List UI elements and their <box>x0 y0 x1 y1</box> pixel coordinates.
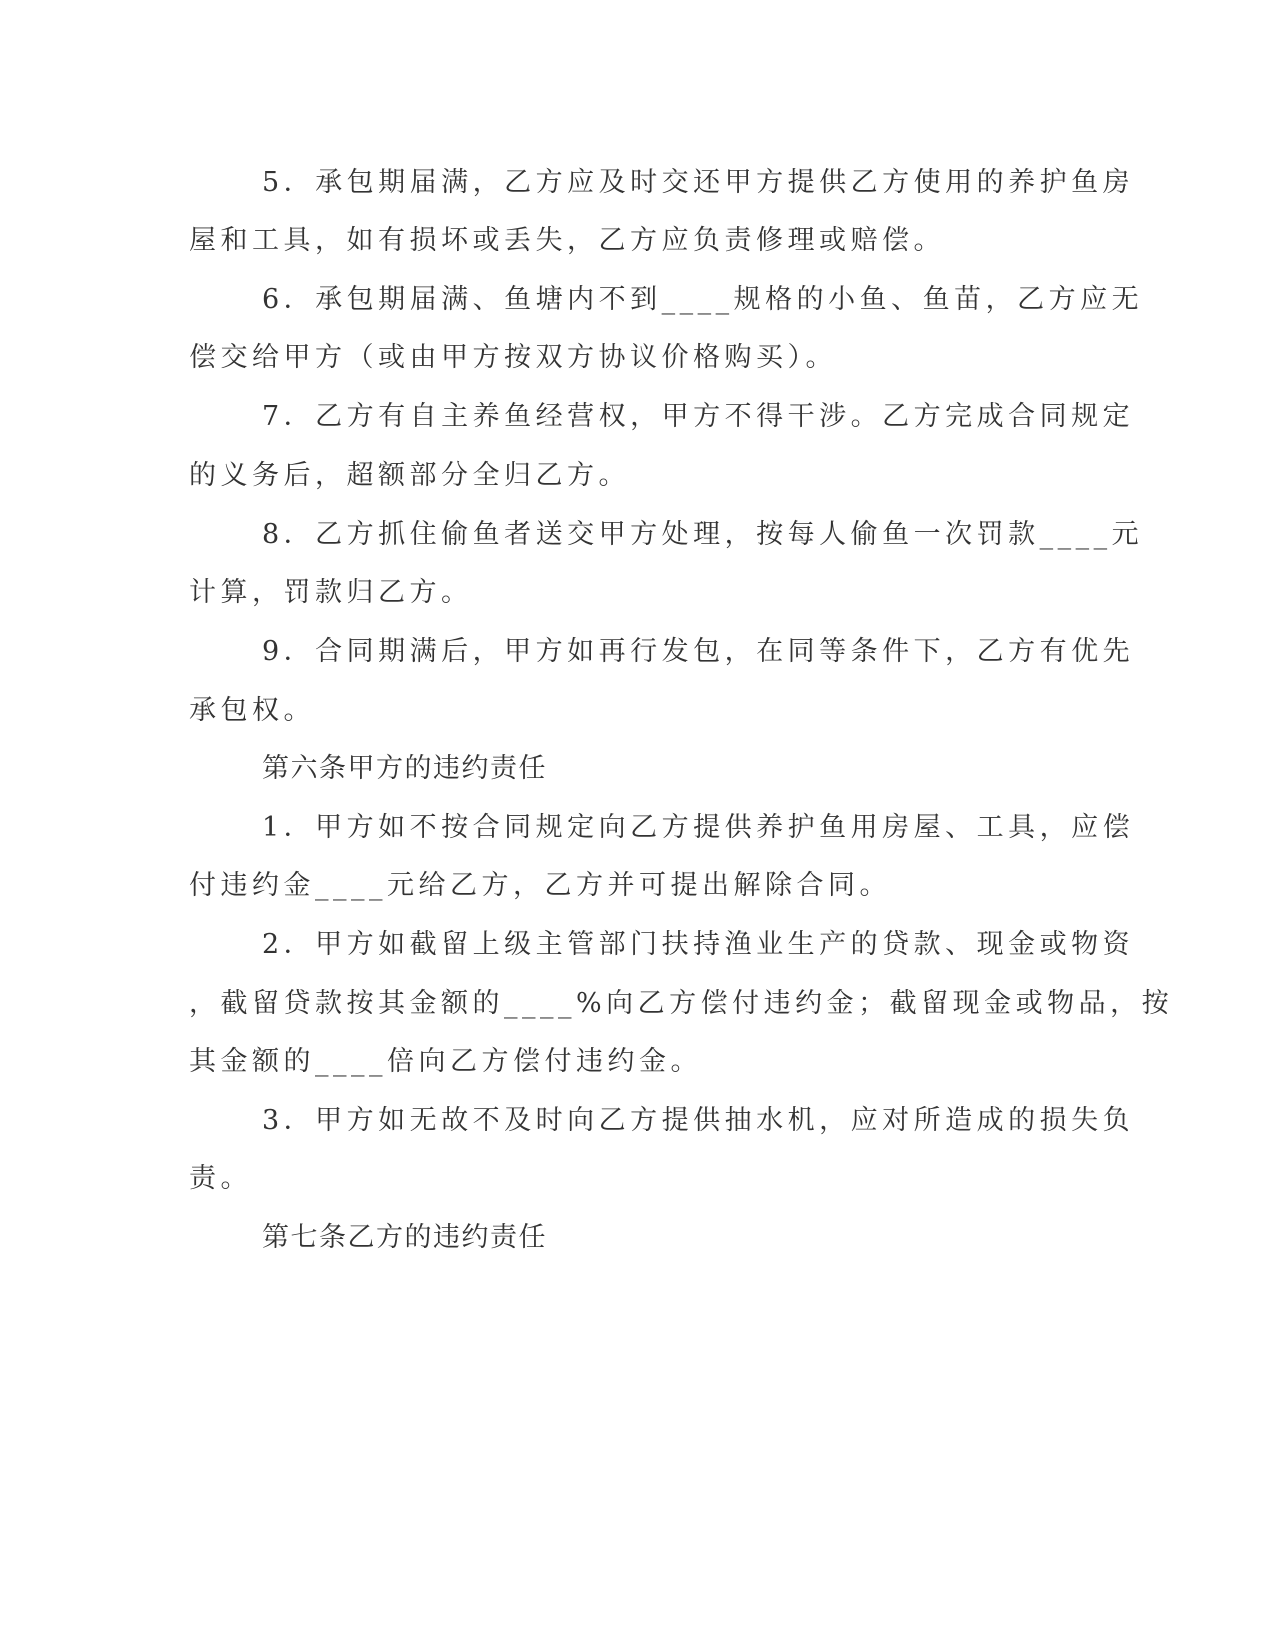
clause-9-line-2: 承包权。 <box>189 695 315 726</box>
article-6-clause-3-line-1: 3．甲方如无故不及时向乙方提供抽水机，应对所造成的损失负 <box>262 1105 1135 1136</box>
clause-7-line-2: 的义务后，超额部分全归乙方。 <box>189 460 630 491</box>
clause-8-line-1: 8．乙方抓住偷鱼者送交甲方处理，按每人偷鱼一次罚款____元 <box>262 519 1144 550</box>
clause-5-line-1: 5．承包期届满，乙方应及时交还甲方提供乙方使用的养护鱼房 <box>262 167 1135 198</box>
article-6-clause-2-line-3: 其金额的____倍向乙方偿付违约金。 <box>189 1046 702 1077</box>
clause-6-line-1: 6．承包期届满、鱼塘内不到____规格的小鱼、鱼苗，乙方应无 <box>262 284 1144 315</box>
clause-8-line-2: 计算，罚款归乙方。 <box>189 577 473 608</box>
article-6-clause-3-line-2: 责。 <box>189 1163 252 1194</box>
clause-7-line-1: 7．乙方有自主养鱼经营权，甲方不得干涉。乙方完成合同规定 <box>262 401 1135 432</box>
clause-9-line-1: 9．合同期满后，甲方如再行发包，在同等条件下，乙方有优先 <box>262 636 1135 667</box>
clause-6-line-2: 偿交给甲方（或由甲方按双方协议价格购买）。 <box>189 342 837 373</box>
article-6-clause-2-line-2: ，截留贷款按其金额的____%向乙方偿付违约金；截留现金或物品，按 <box>189 988 1174 1019</box>
article-6-clause-1-line-1: 1．甲方如不按合同规定向乙方提供养护鱼用房屋、工具，应偿 <box>262 812 1135 843</box>
article-6-clause-2-line-1: 2．甲方如截留上级主管部门扶持渔业生产的贷款、现金或物资 <box>262 929 1135 960</box>
clause-5-line-2: 屋和工具，如有损坏或丢失，乙方应负责修理或赔偿。 <box>189 225 945 256</box>
section-heading-article-6: 第六条甲方的违约责任 <box>262 753 547 784</box>
article-6-clause-1-line-2: 付违约金____元给乙方，乙方并可提出解除合同。 <box>189 870 891 901</box>
section-heading-article-7: 第七条乙方的违约责任 <box>262 1222 547 1253</box>
